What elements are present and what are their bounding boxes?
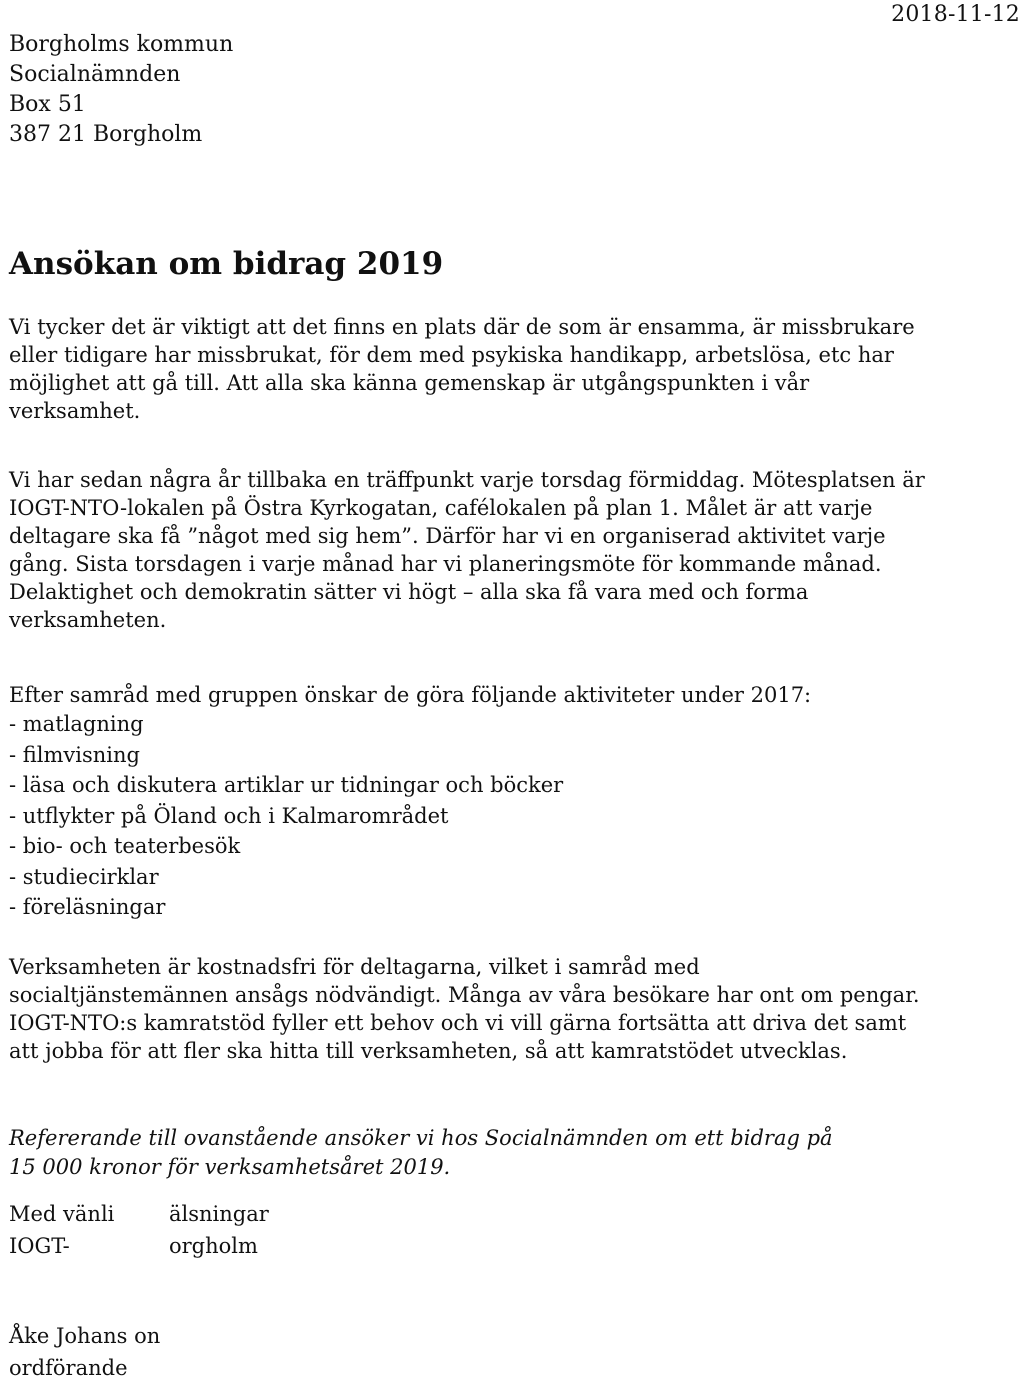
text-line: 15 000 kronor för verksamhetsåret 2019. — [9, 1155, 451, 1179]
text-line: deltagare ska få ”något med sig hem”. Därför har vi en organiserad aktivitet varje — [9, 524, 886, 548]
text-line: Vi har sedan några år tillbaka en träffpunkt varje torsdag förmiddag. Mötesplatsen är — [9, 468, 925, 492]
closing-line — [9, 1230, 269, 1262]
closing-line — [9, 1198, 269, 1230]
activities-list — [9, 709, 563, 923]
recipient-postal-address: 387 21 Borgholm — [9, 122, 203, 147]
list-item: - filmvisning — [9, 742, 140, 767]
text-line: möjlighet att gå till. Att alla ska känna gemenskap är utgångspunkten i vår — [9, 371, 810, 395]
grant-request — [9, 1124, 1017, 1182]
closing-fragment: Med vänli — [9, 1202, 115, 1226]
letter-date: 2018-11-12 — [891, 2, 1020, 27]
text-line: Efter samråd med gruppen önskar de göra följande aktiviteter under 2017: — [9, 683, 812, 707]
signer-role: ordförande — [9, 1356, 128, 1380]
closing-fragment: orgholm — [169, 1234, 258, 1258]
list-item: - studiecirklar — [9, 864, 159, 889]
meeting-paragraph — [9, 466, 1017, 634]
list-item: - utflykter på Öland och i Kalmarområdet — [9, 803, 449, 828]
intro-paragraph — [9, 313, 1017, 425]
text-line: verksamheten. — [9, 608, 167, 632]
closing-greeting — [9, 1198, 269, 1262]
letter-title: Ansökan om bidrag 2019 — [9, 246, 444, 282]
text-line: Vi tycker det är viktigt att det finns en plats där de som är ensamma, är missbrukare — [9, 315, 915, 339]
list-item: - matlagning — [9, 712, 144, 736]
recipient-organization: Borgholms kommun — [9, 32, 234, 57]
text-line: eller tidigare har missbrukat, för dem med psykiska handikapp, arbetslösa, etc har — [9, 343, 894, 367]
text-line: gång. Sista torsdagen i varje månad har vi planeringsmöte för kommande månad. — [9, 552, 882, 576]
recipient-box: Box 51 — [9, 92, 86, 117]
text-line: att jobba för att fler ska hitta till verksamheten, så att kamratstödet utvecklas. — [9, 1039, 848, 1063]
text-line: IOGT-NTO-lokalen på Östra Kyrkogatan, cafélokalen på plan 1. Målet är att varje — [9, 496, 873, 520]
closing-fragment: älsningar — [169, 1202, 269, 1226]
cost-paragraph — [9, 953, 1017, 1065]
list-item: - bio- och teaterbesök — [9, 834, 241, 858]
closing-fragment: IOGT- — [9, 1234, 70, 1258]
activities-intro — [9, 681, 1017, 709]
recipient-department: Socialnämnden — [9, 62, 181, 87]
text-line: Delaktighet och demokratin sätter vi högt – alla ska få vara med och forma — [9, 580, 809, 604]
recipient-address — [9, 30, 233, 150]
list-item: - läsa och diskutera artiklar ur tidningar och böcker — [9, 773, 564, 797]
signature-block — [9, 1320, 160, 1384]
signer-name-line — [9, 1320, 160, 1352]
text-line: IOGT-NTO:s kamratstöd fyller ett behov och vi vill gärna fortsätta att driva det samt — [9, 1011, 907, 1035]
signer-name-fragment: on — [134, 1324, 161, 1348]
text-line: socialtjänstemännen ansågs nödvändigt. Många av våra besökare har ont om pengar. — [9, 983, 920, 1007]
text-line: Verksamheten är kostnadsfri för deltagarna, vilket i samråd med — [9, 955, 700, 979]
list-item: - föreläsningar — [9, 895, 166, 919]
text-line: verksamhet. — [9, 399, 141, 423]
signer-name-fragment: Åke Johans — [9, 1324, 128, 1348]
text-line: Refererande till ovanstående ansöker vi hos Socialnämnden om ett bidrag på — [9, 1126, 833, 1150]
